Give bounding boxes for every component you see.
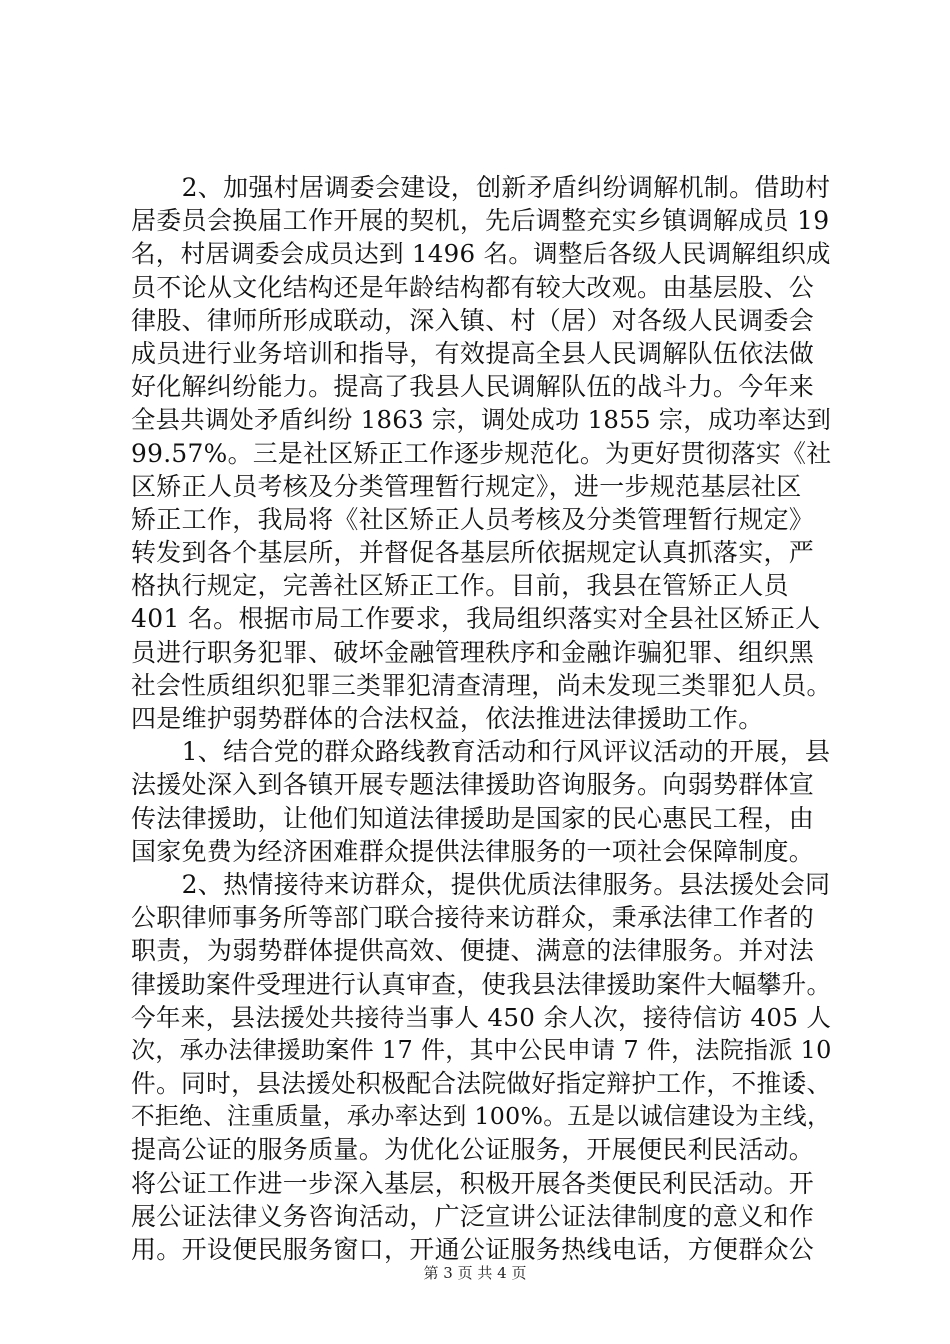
text-line: 今年来，县法援处共接待当事人 450 余人次，接待信访 405 人 <box>131 1002 832 1032</box>
text-line: 职责，为弱势群体提供高效、便捷、满意的法律服务。并对法 <box>131 936 815 966</box>
text-line: 次，承办法律援助案件 17 件，其中公民申请 7 件，法院指派 10 <box>131 1035 832 1064</box>
text-line: 1、结合党的群众路线教育活动和行风评议活动的开展，县 <box>131 737 831 767</box>
text-line: 员进行职务犯罪、破坏金融管理秩序和金融诈骗犯罪、组织黑 <box>131 637 815 667</box>
text-line: 全县共调处矛盾纠纷 1863 宗，调处成功 1855 宗，成功率达到 <box>131 405 832 435</box>
text-line: 公职律师事务所等部门联合接待来访群众，秉承法律工作者的 <box>131 903 815 933</box>
text-line: 401 名。根据市局工作要求，我局组织落实对全县社区矫正人 <box>131 604 821 634</box>
text-line: 格执行规定，完善社区矫正工作。目前，我县在管矫正人员 <box>131 571 789 601</box>
text-line: 2、热情接待来访群众，提供优质法律服务。县法援处会同 <box>131 869 831 899</box>
text-line: 将公证工作进一步深入基层，积极开展各类便民利民活动。开 <box>131 1168 815 1198</box>
text-line: 居委员会换届工作开展的契机，先后调整充实乡镇调解成员 19 <box>131 206 830 236</box>
text-line: 名，村居调委会成员达到 1496 名。调整后各级人民调解组织成 <box>131 239 831 269</box>
text-line: 矫正工作，我局将《社区矫正人员考核及分类管理暂行规定》 <box>131 504 815 534</box>
page-footer: 第 3 页 共 4 页 <box>423 1264 527 1282</box>
text-line: 律援助案件受理进行认真审查，使我县法律援助案件大幅攀升。 <box>131 969 832 999</box>
text-line: 区矫正人员考核及分类管理暂行规定》，进一步规范基层社区 <box>131 471 802 501</box>
text-line: 转发到各个基层所，并督促各基层所依据规定认真抓落实，严 <box>131 538 815 568</box>
text-line: 99.57%。三是社区矫正工作逐步规范化。为更好贯彻落实《社 <box>131 438 832 468</box>
text-line: 件。同时，县法援处积极配合法院做好指定辩护工作，不推诿、 <box>131 1069 832 1099</box>
text-line: 展公证法律义务咨询活动，广泛宣讲公证法律制度的意义和作 <box>131 1201 815 1231</box>
text-line: 员不论从文化结构还是年龄结构都有较大改观。由基层股、公 <box>131 272 815 302</box>
text-line: 法援处深入到各镇开展专题法律援助咨询服务。向弱势群体宣 <box>131 770 815 800</box>
text-line: 国家免费为经济困难群众提供法律服务的一项社会保障制度。 <box>131 836 815 866</box>
text-line: 2、加强村居调委会建设，创新矛盾纠纷调解机制。借助村 <box>131 173 831 202</box>
text-line: 不拒绝、注重质量，承办率达到 100%。五是以诚信建设为主线， <box>131 1102 831 1131</box>
document-body <box>131 171 831 1266</box>
text-line: 四是维护弱势群体的合法权益，依法推进法律援助工作。 <box>131 704 764 733</box>
text-line: 用。开设便民服务窗口，开通公证服务热线电话，方便群众公 <box>131 1235 815 1264</box>
text-line: 社会性质组织犯罪三类罪犯清查清理，尚未发现三类罪犯人员。 <box>131 670 832 700</box>
text-line: 好化解纠纷能力。提高了我县人民调解队伍的战斗力。今年来 <box>131 372 815 402</box>
text-line: 提高公证的服务质量。为优化公证服务，开展便民利民活动。 <box>131 1135 815 1165</box>
text-line: 成员进行业务培训和指导，有效提高全县人民调解队伍依法做 <box>131 338 815 368</box>
text-line: 传法律援助，让他们知道法律援助是国家的民心惠民工程，由 <box>131 803 815 833</box>
text-line: 律股、律师所形成联动，深入镇、村（居）对各级人民调委会 <box>131 305 815 335</box>
